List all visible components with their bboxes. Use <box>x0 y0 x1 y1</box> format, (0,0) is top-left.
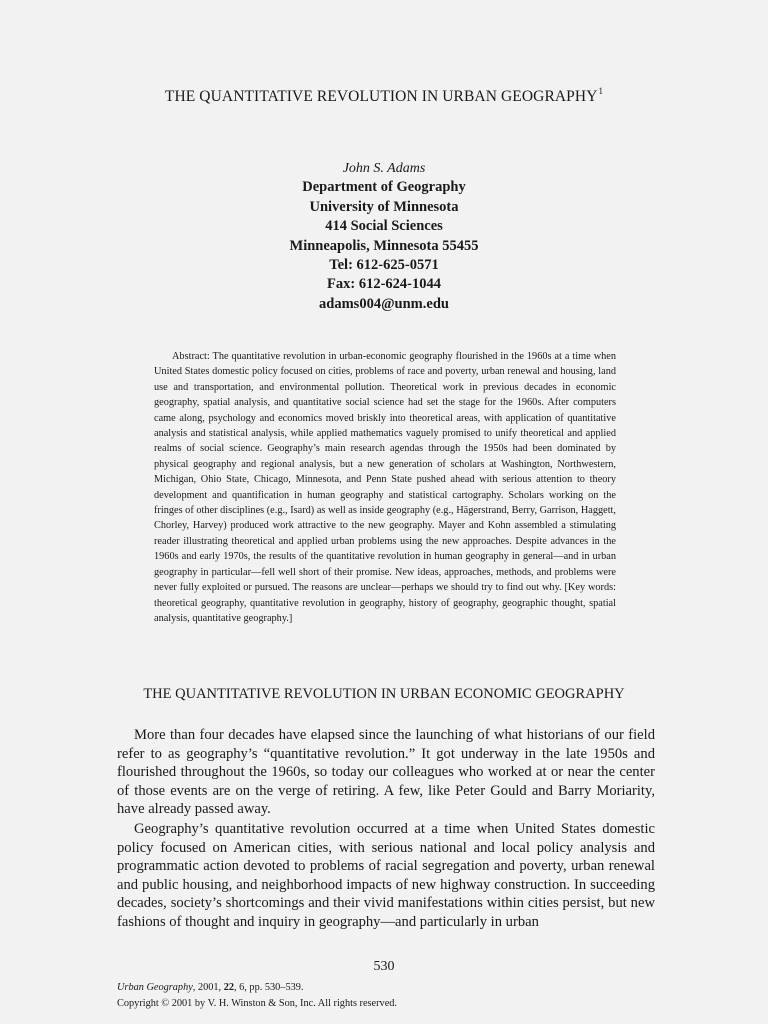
citation-footer <box>117 980 677 1011</box>
affiliation-building: 414 Social Sciences <box>325 218 443 235</box>
citation-year: , 2001, <box>192 982 224 993</box>
affiliation-university: University of Minnesota <box>309 198 459 215</box>
paper-title <box>0 86 768 106</box>
citation-line <box>117 980 677 996</box>
affiliation-department: Department of Geography <box>302 179 466 196</box>
affiliation-telephone: Tel: 612-625-0571 <box>329 257 439 274</box>
citation-volume: 22 <box>223 982 234 993</box>
citation-pages: , 6, pp. 530–539. <box>233 982 304 993</box>
affiliation-city: Minneapolis, Minnesota 55455 <box>289 237 479 254</box>
body-paragraph-2: Geography’s quantitative revolution occurred at a time when United States domestic policy focused on American cities, with serious national and local policy analysis and programmatic action devoted to problems of racial segregation and poverty, urban renewal and public housing, and neighborhood impacts of new highway construction. In succeeding decades, society’s shortcomings and their vivid manifestations within cities persist, but new fashions of thought and inquiry in geography—and particularly in urban <box>117 821 655 930</box>
body-paragraph-1: More than four decades have elapsed since the launching of what historians of our field refer to as geography’s “quantitative revolution.” It got underway in the late 1950s and flourished throughout the 1960s, so today our colleagues who worked at or near the center of those events are on the verge of retiring. A few, like Peter Gould and Barry Moriarity, have already passed away. <box>117 727 655 818</box>
affiliation-email: adams004@unm.edu <box>319 295 449 312</box>
paper-title-text: THE QUANTITATIVE REVOLUTION IN URBAN GEOGRAPHY <box>164 88 598 105</box>
affiliation-fax: Fax: 612-624-1044 <box>327 276 441 293</box>
author-name: John S. Adams <box>342 161 426 176</box>
author-block <box>0 159 768 314</box>
page-number: 530 <box>373 959 395 974</box>
journal-name: Urban Geography <box>117 982 193 993</box>
section-heading: THE QUANTITATIVE REVOLUTION IN URBAN ECONOMIC GEOGRAPHY <box>143 686 625 702</box>
abstract: Abstract: The quantitative revolution in urban-economic geography flourished in the 1960s at a time when United States domestic policy focused on cities, problems of race and poverty, urban renewal and housing, land use and transportation, and environmental pollution. Theoretical work in previous decades in economic geography, spatial analysis, and quantitative social science had set the stage for the 1960s. After computers came along, psychology and economics moved briskly into theoretical areas, with application of quantitative analysis and statistical analysis, while applied mathematics vaguely promised to unify theoretical and applied realms of social science. Geography’s main research agendas through the 1950s had been dominated by physical geography and regional analysis, but a new generation of scholars at Washington, Northwestern, Michigan, Ohio State, Chicago, Minnesota, and Penn State pushed ahead with serious attention to theory development and quantification in human geography and statistical cartography. Scholars working on the fringes of other disciplines (e.g., Isard) as well as inside geography (e.g., Hägerstrand, Berry, Garrison, Haggett, Chorley, Harvey) produced work attractive to the new geography. Mayer and Kohn assembled a stimulating reader illustrating theoretical and applied urban problems using the new approaches. Despite advances in the 1960s and early 1970s, the results of the quantitative revolution in human geography in general—and in urban geography in particular—fell well short of their promise. New ideas, approaches, methods, and problems were never fully exploited or pursued. The reasons are unclear—perhaps we should try to find out why. [Key words: theoretical geography, quantitative revolution in geography, history of geography, geographic thought, spatial analysis, quantitative geography.] <box>154 351 616 624</box>
copyright-line: Copyright © 2001 by V. H. Winston & Son, Inc. All rights reserved. <box>117 997 397 1009</box>
title-footnote-mark: 1 <box>598 86 604 96</box>
